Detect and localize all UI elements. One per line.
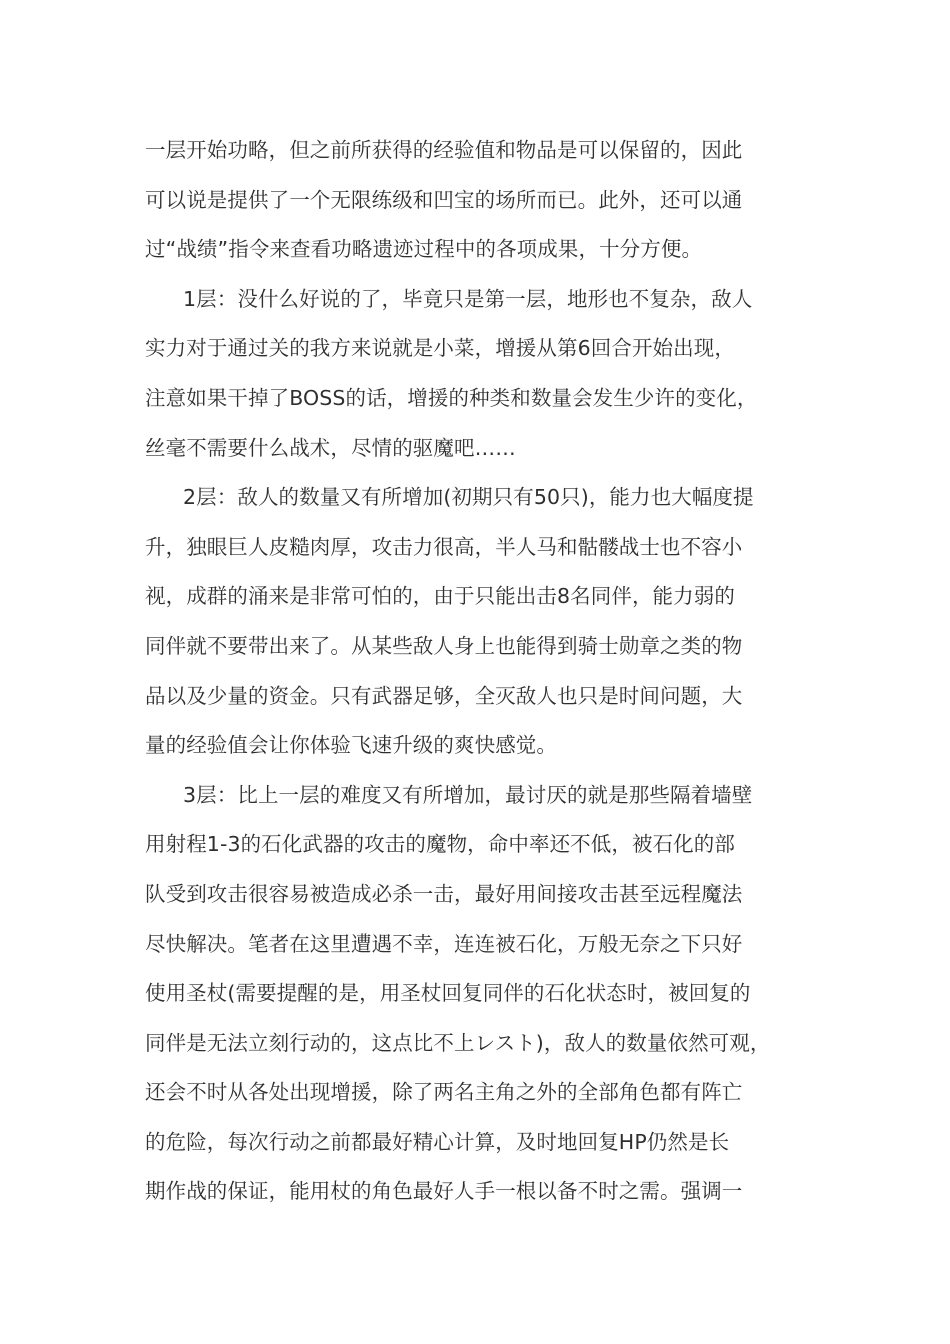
- text-line: 尽快解决。笔者在这里遭遇不幸，连连被石化，万般无奈之下只好: [145, 931, 743, 956]
- text-line: 一层开始功略，但之前所获得的经验值和物品是可以保留的，因此: [145, 138, 743, 162]
- text-line: 丝毫不需要什么战术，尽情的驱魔吧……: [145, 435, 516, 460]
- text-line: 量的经验值会让你体验飞速升级的爽快感觉。: [145, 733, 557, 758]
- text-line: 期作战的保证，能用杖的角色最好人手一根以备不时之需。强调一: [145, 1179, 743, 1204]
- text-line: 用射程1-3的石化武器的攻击的魔物，命中率还不低，被石化的部: [145, 832, 735, 857]
- text-line: 升，独眼巨人皮糙肉厚，攻击力很高，半人马和骷髅战士也不容小: [145, 534, 743, 559]
- paragraph-start-line: 3层：比上一层的难度又有所增加，最讨厌的就是那些隔着墙壁: [183, 782, 753, 807]
- text-line: 注意如果干掉了BOSS的话，增援的种类和数量会发生少许的变化，: [145, 385, 758, 410]
- text-line: 品以及少量的资金。只有武器足够，全灭敌人也只是时间问题，大: [145, 683, 743, 708]
- paragraph-start-line: 2层：敌人的数量又有所增加(初期只有50只)，能力也大幅度提: [183, 485, 754, 510]
- text-line: 视，成群的涌来是非常可怕的，由于只能出击8名同伴，能力弱的: [145, 584, 735, 609]
- paragraph-start-line: 1层：没什么好说的了，毕竟只是第一层，地形也不复杂，敌人: [183, 286, 753, 311]
- text-line: 使用圣杖(需要提醒的是，用圣杖回复同伴的石化状态时，被回复的: [145, 981, 751, 1006]
- text-line: 可以说是提供了一个无限练级和凹宝的场所而已。此外，还可以通: [145, 187, 743, 212]
- text-line: 还会不时从各处出现增援，除了两名主角之外的全部角色都有阵亡: [145, 1080, 743, 1105]
- text-line: 的危险，每次行动之前都最好精心计算，及时地回复HP仍然是长: [145, 1129, 730, 1154]
- text-line: 队受到攻击很容易被造成必杀一击，最好用间接攻击甚至远程魔法: [145, 881, 743, 906]
- text-line: 实力对于通过关的我方来说就是小菜，增援从第6回合开始出现，: [145, 336, 735, 361]
- text-line: 过“战绩”指令来查看功略遗迹过程中的各项成果，十分方便。: [145, 237, 703, 262]
- text-line: 同伴是无法立刻行动的，这点比不上レスト)，敌人的数量依然可观，: [145, 1030, 771, 1055]
- document-body: [145, 126, 825, 1217]
- text-line: 同伴就不要带出来了。从某些敌人身上也能得到骑士勋章之类的物: [145, 633, 743, 658]
